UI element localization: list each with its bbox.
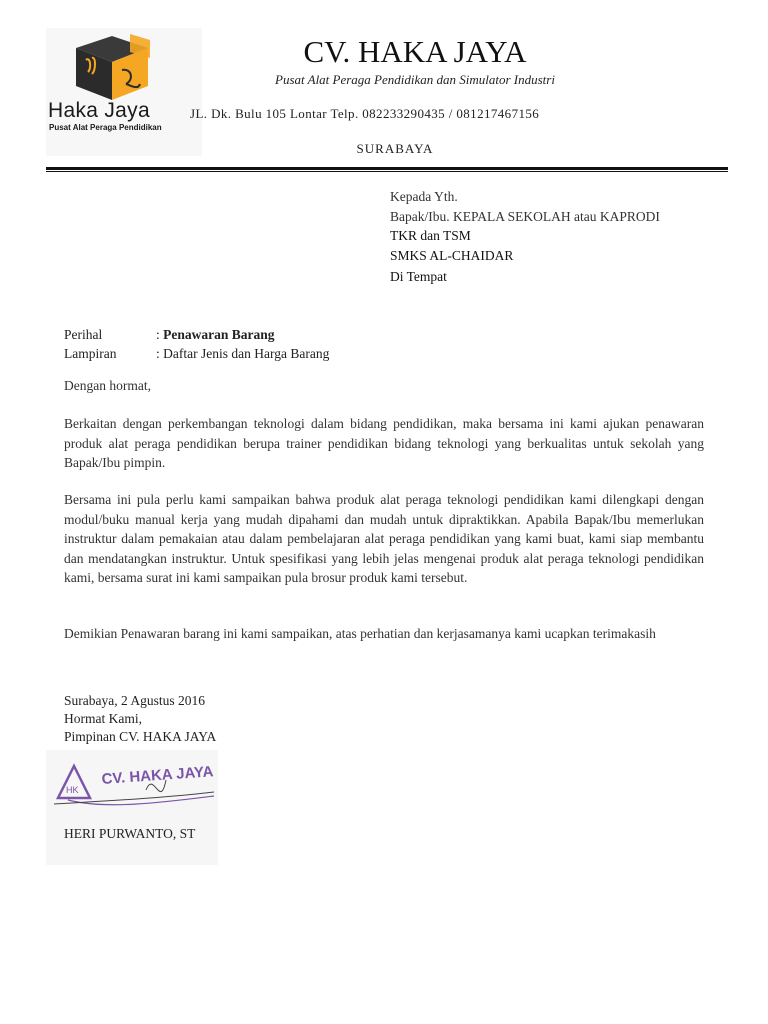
place-date: Surabaya, 2 Agustus 2016 <box>64 693 205 708</box>
lampiran-separator: : <box>156 346 160 361</box>
logo-subtext: Pusat Alat Peraga Pendidikan <box>49 123 162 132</box>
subject-block <box>64 325 329 363</box>
body-paragraph-1: Berkaitan dengan perkembangan teknologi dalam bidang pendidikan, maka bersama ini kami ajukan penawaran produk alat peraga pendidikan berupa trainer pendidikan bidang teknologi yang berkualitas untuk sekolah yang Bapak/Ibu pimpin. <box>64 416 704 470</box>
perihal-value: Penawaran Barang <box>163 327 275 342</box>
signer-name: HERI PURWANTO, ST <box>64 826 196 841</box>
company-tagline: Pusat Alat Peraga Pendidikan dan Simulator Industri <box>275 72 555 87</box>
perihal-label: Perihal <box>64 327 103 342</box>
lampiran-value: Daftar Jenis dan Harga Barang <box>163 346 330 361</box>
perihal-row <box>64 325 329 344</box>
letterhead-divider-thin <box>46 171 728 172</box>
svg-text:CV. HAKA JAYA: CV. HAKA JAYA <box>101 763 215 788</box>
company-address: JL. Dk. Bulu 105 Lontar Telp. 082233290435 / 081217467156 <box>190 106 540 121</box>
logo-text: Haka Jaya <box>48 99 150 122</box>
recipient-block <box>390 187 660 287</box>
recipient-line: Kepada Yth. <box>390 189 458 204</box>
recipient-line: Bapak/Ibu. KEPALA SEKOLAH atau KAPRODI <box>390 208 660 224</box>
company-city: SURABAYA <box>356 141 434 156</box>
regards: Hormat Kami, <box>64 711 142 726</box>
body-paragraph-2: Bersama ini pula perlu kami sampaikan bahwa produk alat peraga teknologi pendidikan kami dilengkapi dengan modul/buku manual kerja yang mudah dipahami dan mudah untuk dipraktikkan. Apabila Bapak/Ibu memerlukan instruktur dalam pemakaian atau dalam pembelajaran alat peraga pendidikan yang kami buat, kami siap membantu dan mendatangkan instruktur. Untuk spesifikasi yang lebih jelas mengenai produk alat peraga teknologi pendidikan kami, bersama surat ini kami sampaikan pula brosur produk kami tersebut. <box>64 492 704 585</box>
recipient-line: SMKS AL-CHAIDAR <box>390 247 514 263</box>
company-stamp <box>46 750 218 865</box>
signer-position: Pimpinan CV. HAKA JAYA <box>64 729 217 744</box>
body-paragraph-3: Demikian Penawaran barang ini kami sampaikan, atas perhatian dan kerjasamanya kami ucapkan terimakasih <box>64 626 656 641</box>
company-name: CV. HAKA JAYA <box>303 34 527 69</box>
greeting: Dengan hormat, <box>64 378 151 393</box>
lampiran-row <box>64 344 329 363</box>
lampiran-label: Lampiran <box>64 346 117 361</box>
company-logo <box>46 28 202 156</box>
logo-cube-icon <box>46 28 202 156</box>
svg-text:HK: HK <box>66 785 79 795</box>
perihal-separator: : <box>156 327 160 342</box>
letterhead-divider <box>46 167 728 170</box>
closing-block <box>64 692 216 746</box>
stamp-signature-icon <box>46 750 218 865</box>
recipient-line: Di Tempat <box>390 269 447 284</box>
recipient-line: TKR dan TSM <box>390 228 471 243</box>
